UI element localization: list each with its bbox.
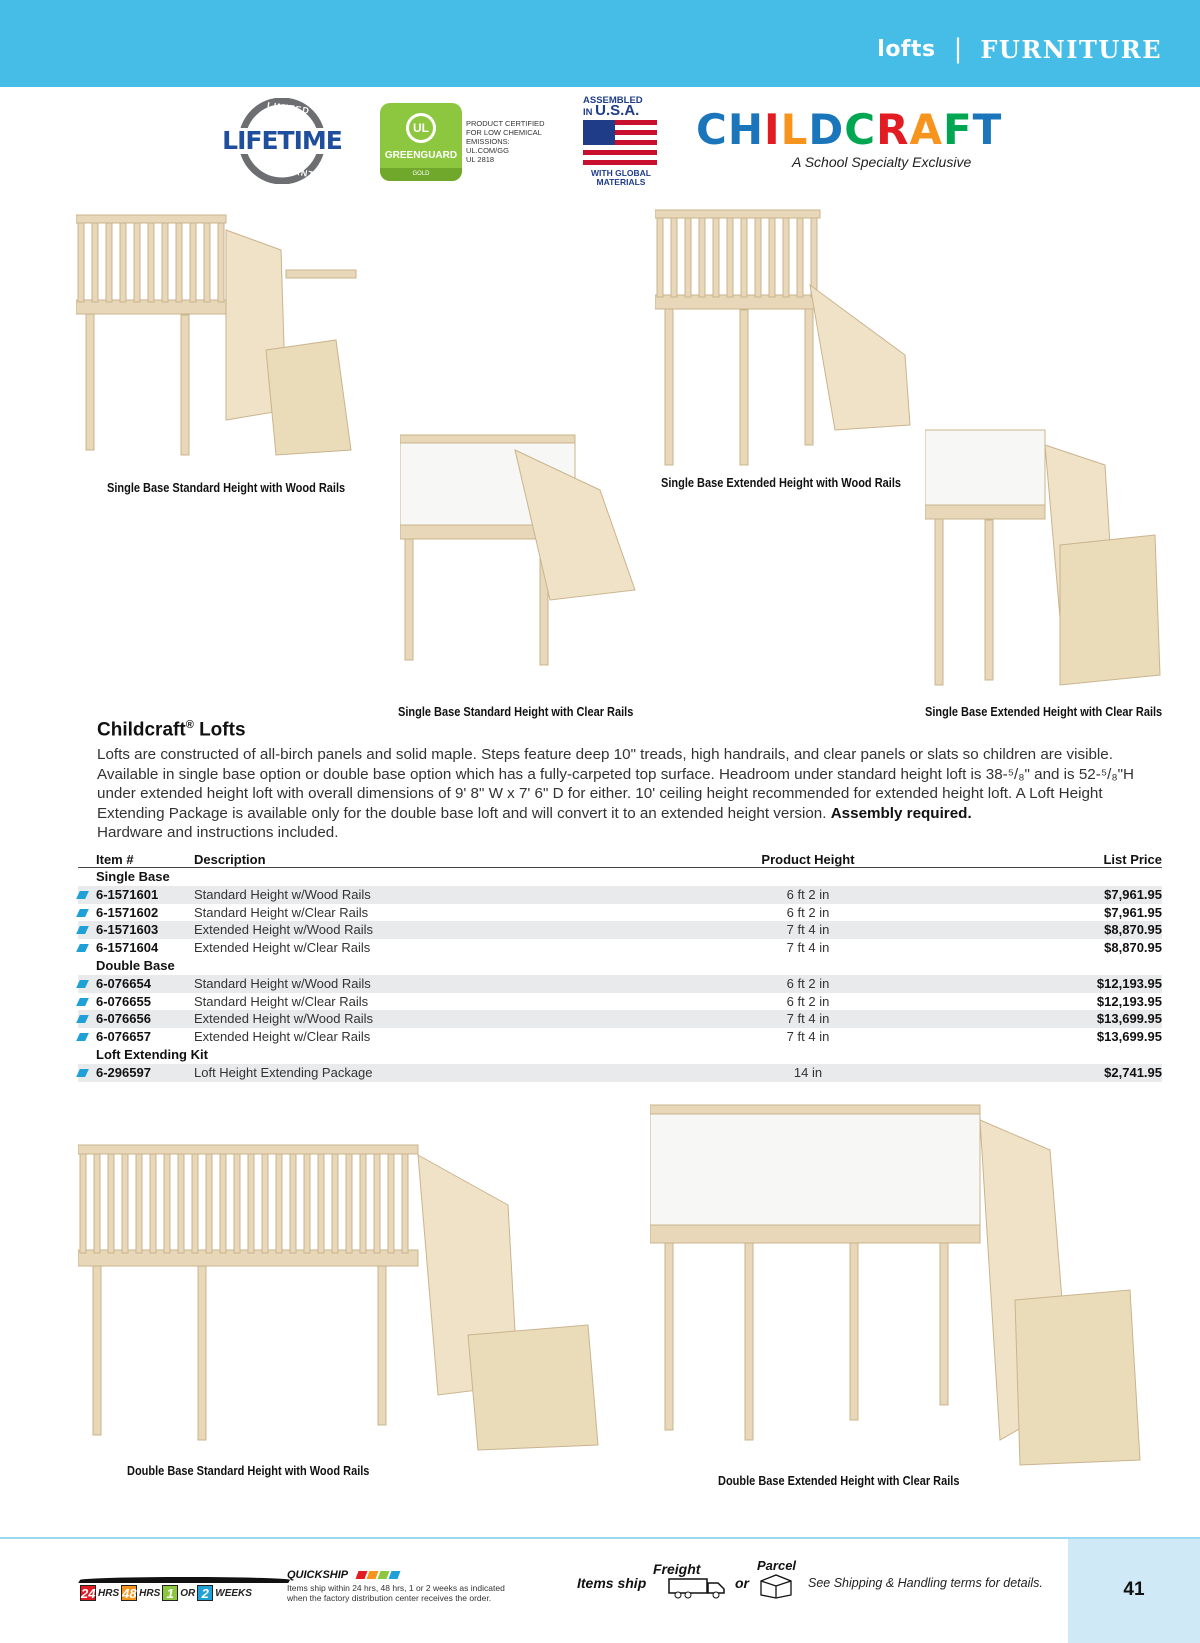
- page-footer: [0, 1537, 1200, 1641]
- item-price: $2,741.95: [1104, 1064, 1162, 1080]
- item-price: $8,870.95: [1104, 940, 1162, 956]
- item-description: Extended Height w/Clear Rails: [194, 1029, 371, 1045]
- header-item: Item #: [96, 852, 134, 867]
- image-caption: Single Base Standard Height with Wood Rails: [107, 481, 346, 495]
- childcraft-logo: [696, 105, 1016, 174]
- quickship-flag-icon: [76, 891, 89, 899]
- product-title-suffix: Lofts: [193, 719, 246, 741]
- item-height: 6 ft 2 in: [786, 904, 830, 920]
- loft-double-extended-clear-image: [650, 1100, 1170, 1470]
- quickship-flag-icon: [76, 944, 89, 952]
- lifetime-main-text: LIFETIME: [222, 126, 342, 155]
- table-row: [78, 1028, 1162, 1046]
- item-height: 7 ft 4 in: [786, 940, 830, 956]
- group-name: Loft Extending Kit: [96, 1046, 208, 1062]
- childcraft-letter: T: [972, 105, 1003, 154]
- materials-label: MATERIALS: [596, 177, 646, 187]
- quickship-flag-icon: [76, 1015, 89, 1023]
- childcraft-letter: I: [763, 105, 781, 154]
- item-price: $13,699.95: [1096, 1029, 1162, 1045]
- freight-truck-icon: [668, 1577, 728, 1599]
- shipping-terms: See Shipping & Handling terms for details.: [808, 1576, 1043, 1590]
- header-title: [877, 34, 1162, 64]
- item-price: $8,870.95: [1104, 922, 1162, 938]
- item-description: Extended Height w/Wood Rails: [194, 922, 373, 938]
- item-price: $13,699.95: [1096, 1011, 1162, 1027]
- item-price: $12,193.95: [1096, 993, 1162, 1009]
- description-text: Lofts are constructed of all-birch panels and solid maple. Steps feature deep 10" treads, high handrails, and clear panels or slats so children are visible. Available in single base option or double base option which has a fully-carpeted top surface. Headroom under standard height loft is 38-⁵/₈" and is 52-⁵/₈"H under extended height loft with overall dimensions of 9' 8" W x 7' 6" D for either. 10' ceiling height recommended for extended height loft. A Loft Height Extending Package is available only for the double base loft and will convert it to an extended height version.: [97, 746, 1134, 822]
- header-separator: |: [953, 34, 963, 64]
- cert-line: UL 2818: [466, 155, 495, 164]
- item-height: 6 ft 2 in: [786, 975, 830, 991]
- loft-double-standard-wood-image: [78, 1135, 608, 1455]
- badge-hrs: HRS: [139, 1587, 161, 1599]
- table-row: [78, 1010, 1162, 1028]
- table-row: [78, 939, 1162, 957]
- section-label: lofts: [877, 36, 936, 62]
- category-label: FURNITURE: [980, 34, 1162, 64]
- item-description: Standard Height w/Clear Rails: [194, 904, 369, 920]
- greenguard-certification-text: [466, 119, 566, 164]
- badge-or: OR: [180, 1587, 196, 1599]
- quickship-badges: [78, 1585, 252, 1601]
- quickship-line: Items ship within 24 hrs, 48 hrs, 1 or 2 weeks as indicated: [287, 1583, 505, 1593]
- quickship-flag-icon: [76, 998, 89, 1006]
- image-caption: Double Base Extended Height with Clear Rails: [718, 1474, 960, 1488]
- hardware-note: Hardware and instructions included.: [97, 824, 339, 841]
- childcraft-letter: D: [808, 105, 845, 154]
- quickship-flag-icon: [76, 1069, 89, 1077]
- usa-top-text: [583, 96, 659, 118]
- quickship-flag-icon: [76, 980, 89, 988]
- global-label: WITH GLOBAL: [591, 168, 651, 178]
- loft-single-extended-wood-image: [655, 205, 925, 470]
- header-description: Description: [194, 852, 266, 867]
- cert-line: PRODUCT CERTIFIED: [466, 119, 545, 128]
- item-description: Standard Height w/Clear Rails: [194, 993, 369, 1009]
- image-caption: Single Base Extended Height with Wood Rails: [661, 476, 902, 490]
- item-height: 14 in: [793, 1064, 823, 1080]
- lifetime-arc-bottom: WARRANTY: [261, 160, 323, 182]
- item-description: Standard Height w/Wood Rails: [194, 975, 371, 991]
- item-number: 6-1571601: [96, 886, 159, 902]
- table-row: [78, 975, 1162, 993]
- image-caption: Double Base Standard Height with Wood Rails: [127, 1464, 370, 1478]
- greenguard-logo: [380, 103, 462, 181]
- image-caption: Single Base Standard Height with Clear Rails: [398, 705, 634, 719]
- usa-bottom-text: [583, 169, 659, 187]
- item-number: 6-076655: [96, 993, 151, 1009]
- loft-single-standard-clear-image: [400, 430, 650, 670]
- badge-48: 48: [122, 1586, 137, 1601]
- item-price: $12,193.95: [1096, 975, 1162, 991]
- quickship-flag-icon: [76, 909, 89, 917]
- table-row: [78, 921, 1162, 939]
- ul-mark-icon: UL: [406, 113, 436, 143]
- product-brand: Childcraft: [97, 719, 186, 741]
- table-row: [78, 886, 1162, 904]
- item-height: 7 ft 4 in: [786, 1029, 830, 1045]
- item-number: 6-1571603: [96, 922, 159, 938]
- table-header: [78, 850, 1162, 868]
- lifetime-arc-top: LIMITED: [266, 100, 311, 116]
- product-description: [97, 745, 1147, 843]
- item-height: 7 ft 4 in: [786, 1011, 830, 1027]
- price-table: [78, 850, 1162, 1082]
- item-description: Extended Height w/Wood Rails: [194, 1011, 373, 1027]
- item-number: 6-296597: [96, 1064, 151, 1080]
- item-description: Standard Height w/Wood Rails: [194, 886, 371, 902]
- header-price: List Price: [1103, 852, 1162, 867]
- childcraft-letter: F: [942, 105, 973, 154]
- item-description: Extended Height w/Clear Rails: [194, 940, 371, 956]
- assembled-label: ASSEMBLED: [583, 95, 643, 106]
- header-height: Product Height: [761, 852, 855, 867]
- badge-24: 24: [81, 1586, 96, 1601]
- item-number: 6-076654: [96, 975, 151, 991]
- item-height: 6 ft 2 in: [786, 993, 830, 1009]
- group-name: Double Base: [96, 957, 175, 973]
- us-flag-icon: [583, 120, 657, 166]
- registered-mark: ®: [185, 719, 194, 731]
- product-title: [97, 719, 246, 741]
- loft-single-extended-clear-image: [925, 425, 1165, 695]
- item-height: 6 ft 2 in: [786, 886, 830, 902]
- item-number: 6-1571602: [96, 904, 159, 920]
- page-number-box: [1068, 1539, 1200, 1643]
- table-row: [78, 904, 1162, 922]
- childcraft-wordmark: [696, 105, 1016, 154]
- greenguard-label: GREENGUARD: [384, 150, 458, 161]
- cert-line: UL.COM/GG: [466, 146, 509, 155]
- page-number: 41: [1123, 1579, 1145, 1600]
- table-group-header: [78, 957, 1162, 975]
- or-label: or: [735, 1575, 749, 1591]
- table-group-header: [78, 868, 1162, 886]
- cert-line: FOR LOW CHEMICAL: [466, 128, 542, 137]
- items-ship-label: Items ship: [577, 1575, 647, 1591]
- table-row: [78, 993, 1162, 1011]
- item-height: 7 ft 4 in: [786, 922, 830, 938]
- childcraft-letter: H: [727, 105, 764, 154]
- image-caption: Single Base Extended Height with Clear Rails: [925, 705, 1163, 719]
- quickship-line: when the factory distribution center receives the order.: [287, 1593, 492, 1603]
- childcraft-letter: A: [909, 105, 943, 154]
- parcel-box-icon: [758, 1573, 794, 1599]
- table-group-header: [78, 1046, 1162, 1064]
- loft-single-standard-wood-image: [76, 210, 386, 460]
- badge-hrs: HRS: [98, 1587, 120, 1599]
- quickship-text: [287, 1583, 505, 1603]
- quickship-flag-icon: [76, 926, 89, 934]
- item-price: $7,961.95: [1104, 904, 1162, 920]
- quickship-swoosh-icon: [78, 1577, 291, 1583]
- assembly-note: Assembly required.: [830, 804, 972, 822]
- badge-weeks: WEEKS: [215, 1587, 252, 1599]
- item-number: 6-076656: [96, 1011, 151, 1027]
- cert-line: EMISSIONS:: [466, 137, 510, 146]
- table-row: [78, 1064, 1162, 1082]
- item-number: 6-076657: [96, 1029, 151, 1045]
- item-price: $7,961.95: [1104, 886, 1162, 902]
- greenguard-sub: GOLD: [380, 168, 462, 181]
- lifetime-warranty-logo: [222, 98, 342, 184]
- group-name: Single Base: [96, 869, 170, 884]
- parcel-label: Parcel: [757, 1558, 797, 1573]
- badge-1: 1: [162, 1585, 178, 1601]
- badge-2: 2: [197, 1585, 213, 1601]
- childcraft-letter: L: [780, 105, 809, 154]
- item-number: 6-1571604: [96, 940, 159, 956]
- childcraft-letter: R: [876, 105, 910, 154]
- quickship-color-squares: [357, 1571, 399, 1579]
- page-header: [0, 0, 1200, 87]
- quickship-flag-icon: [76, 1033, 89, 1041]
- in-label: IN: [583, 107, 593, 118]
- assembled-in-usa-logo: [583, 96, 659, 188]
- usa-label: U.S.A.: [595, 102, 640, 119]
- childcraft-letter: C: [696, 105, 728, 154]
- freight-label: Freight: [653, 1561, 701, 1577]
- item-description: Loft Height Extending Package: [194, 1064, 373, 1080]
- childcraft-letter: C: [844, 105, 877, 154]
- quickship-title: QUICKSHIP: [287, 1569, 349, 1581]
- childcraft-tagline: A School Specialty Exclusive: [792, 154, 972, 170]
